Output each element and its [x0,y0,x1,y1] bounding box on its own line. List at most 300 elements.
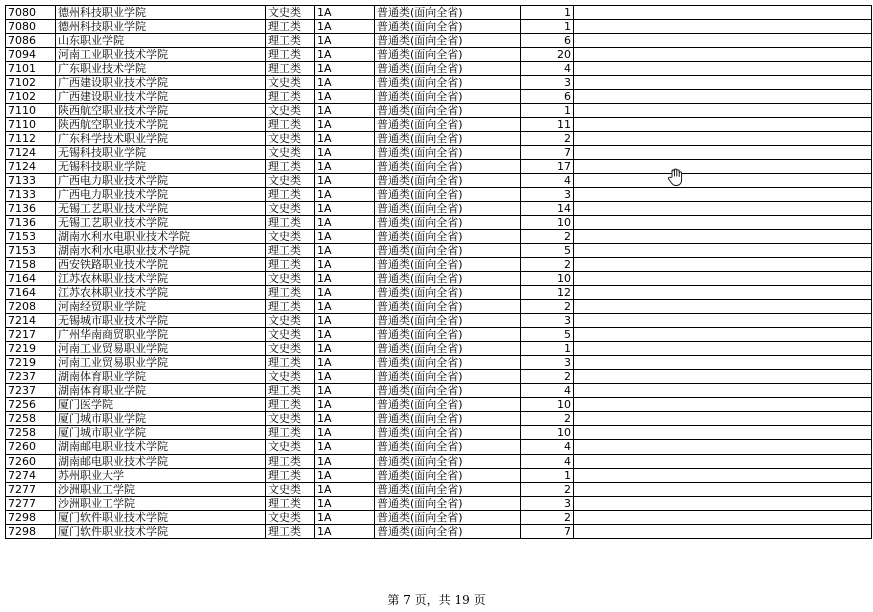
empty-cell [574,454,872,468]
school-code-cell: 7258 [6,426,56,440]
batch-cell: 1A [315,20,375,34]
school-code-cell: 7153 [6,244,56,258]
school-name-cell: 湖南水利水电职业技术学院 [56,230,266,244]
plan-count-cell: 4 [521,384,574,398]
plan-count-cell: 3 [521,76,574,90]
subject-category-cell: 理工类 [266,454,315,468]
batch-cell: 1A [315,62,375,76]
batch-cell: 1A [315,510,375,524]
table-row [6,258,872,272]
table-row [6,510,872,524]
plan-type-cell: 普通类(面向全省) [375,496,521,510]
empty-cell [574,370,872,384]
school-code-cell: 7124 [6,160,56,174]
table-row [6,272,872,286]
empty-cell [574,34,872,48]
batch-cell: 1A [315,132,375,146]
plan-count-cell: 7 [521,524,574,538]
table-row [6,118,872,132]
school-name-cell: 无锡科技职业学院 [56,160,266,174]
school-name-cell: 湖南体育职业学院 [56,384,266,398]
table-row [6,412,872,426]
school-code-cell: 7101 [6,62,56,76]
plan-count-cell: 11 [521,118,574,132]
subject-category-cell: 文史类 [266,104,315,118]
subject-category-cell: 理工类 [266,468,315,482]
subject-category-cell: 理工类 [266,258,315,272]
empty-cell [574,202,872,216]
school-name-cell: 西安铁路职业技术学院 [56,258,266,272]
empty-cell [574,230,872,244]
school-name-cell: 德州科技职业学院 [56,20,266,34]
batch-cell: 1A [315,258,375,272]
school-name-cell: 河南工业贸易职业学院 [56,342,266,356]
plan-count-cell: 10 [521,426,574,440]
empty-cell [574,286,872,300]
subject-category-cell: 理工类 [266,496,315,510]
plan-type-cell: 普通类(面向全省) [375,104,521,118]
subject-category-cell: 理工类 [266,90,315,104]
empty-cell [574,48,872,62]
page-footer: 第 7 页，共 19 页 [387,593,486,607]
school-name-cell: 陕西航空职业技术学院 [56,104,266,118]
plan-count-cell: 2 [521,370,574,384]
empty-cell [574,398,872,412]
school-code-cell: 7237 [6,370,56,384]
plan-count-cell: 10 [521,216,574,230]
plan-count-cell: 3 [521,314,574,328]
plan-type-cell: 普通类(面向全省) [375,426,521,440]
batch-cell: 1A [315,412,375,426]
empty-cell [574,272,872,286]
empty-cell [574,244,872,258]
batch-cell: 1A [315,468,375,482]
batch-cell: 1A [315,286,375,300]
plan-count-cell: 1 [521,468,574,482]
plan-count-cell: 4 [521,454,574,468]
table-row [6,132,872,146]
school-code-cell: 7164 [6,286,56,300]
subject-category-cell: 文史类 [266,146,315,160]
table-row [6,454,872,468]
plan-count-cell: 2 [521,482,574,496]
empty-cell [574,314,872,328]
empty-cell [574,118,872,132]
batch-cell: 1A [315,482,375,496]
plan-count-cell: 1 [521,342,574,356]
school-name-cell: 湖南邮电职业技术学院 [56,454,266,468]
batch-cell: 1A [315,384,375,398]
plan-type-cell: 普通类(面向全省) [375,188,521,202]
plan-count-cell: 2 [521,132,574,146]
subject-category-cell: 文史类 [266,482,315,496]
school-code-cell: 7164 [6,272,56,286]
batch-cell: 1A [315,244,375,258]
subject-category-cell: 理工类 [266,216,315,230]
subject-category-cell: 文史类 [266,174,315,188]
school-name-cell: 无锡科技职业学院 [56,146,266,160]
empty-cell [574,468,872,482]
batch-cell: 1A [315,48,375,62]
batch-cell: 1A [315,90,375,104]
school-name-cell: 无锡城市职业技术学院 [56,314,266,328]
batch-cell: 1A [315,216,375,230]
school-code-cell: 7133 [6,188,56,202]
subject-category-cell: 文史类 [266,328,315,342]
school-code-cell: 7080 [6,6,56,20]
empty-cell [574,384,872,398]
empty-cell [574,160,872,174]
school-name-cell: 广西电力职业技术学院 [56,188,266,202]
subject-category-cell: 文史类 [266,132,315,146]
subject-category-cell: 理工类 [266,356,315,370]
school-name-cell: 沙洲职业工学院 [56,482,266,496]
batch-cell: 1A [315,300,375,314]
plan-type-cell: 普通类(面向全省) [375,440,521,454]
batch-cell: 1A [315,440,375,454]
school-name-cell: 无锡工艺职业技术学院 [56,202,266,216]
school-name-cell: 广西建设职业技术学院 [56,76,266,90]
empty-cell [574,496,872,510]
empty-cell [574,412,872,426]
school-code-cell: 7214 [6,314,56,328]
plan-type-cell: 普通类(面向全省) [375,370,521,384]
empty-cell [574,174,872,188]
subject-category-cell: 文史类 [266,202,315,216]
table-body [6,6,872,539]
plan-count-cell: 7 [521,146,574,160]
plan-count-cell: 20 [521,48,574,62]
batch-cell: 1A [315,188,375,202]
batch-cell: 1A [315,104,375,118]
subject-category-cell: 文史类 [266,314,315,328]
subject-category-cell: 理工类 [266,398,315,412]
school-name-cell: 湖南邮电职业技术学院 [56,440,266,454]
plan-count-cell: 5 [521,328,574,342]
table-row [6,62,872,76]
school-name-cell: 苏州职业大学 [56,468,266,482]
batch-cell: 1A [315,454,375,468]
batch-cell: 1A [315,342,375,356]
school-code-cell: 7136 [6,202,56,216]
school-code-cell: 7080 [6,20,56,34]
plan-type-cell: 普通类(面向全省) [375,272,521,286]
school-name-cell: 厦门城市职业学院 [56,426,266,440]
table-row [6,398,872,412]
empty-cell [574,510,872,524]
school-code-cell: 7153 [6,230,56,244]
batch-cell: 1A [315,76,375,90]
plan-type-cell: 普通类(面向全省) [375,90,521,104]
school-code-cell: 7102 [6,76,56,90]
school-code-cell: 7277 [6,496,56,510]
school-code-cell: 7208 [6,300,56,314]
plan-type-cell: 普通类(面向全省) [375,468,521,482]
school-name-cell: 湖南水利水电职业技术学院 [56,244,266,258]
school-code-cell: 7158 [6,258,56,272]
plan-type-cell: 普通类(面向全省) [375,6,521,20]
hand-cursor-icon [667,168,685,188]
batch-cell: 1A [315,174,375,188]
plan-type-cell: 普通类(面向全省) [375,258,521,272]
plan-type-cell: 普通类(面向全省) [375,230,521,244]
school-name-cell: 广州华南商贸职业学院 [56,328,266,342]
plan-type-cell: 普通类(面向全省) [375,342,521,356]
batch-cell: 1A [315,496,375,510]
batch-cell: 1A [315,272,375,286]
empty-cell [574,300,872,314]
subject-category-cell: 理工类 [266,300,315,314]
subject-category-cell: 文史类 [266,272,315,286]
subject-category-cell: 文史类 [266,6,315,20]
empty-cell [574,328,872,342]
empty-cell [574,440,872,454]
school-name-cell: 厦门软件职业技术学院 [56,510,266,524]
plan-type-cell: 普通类(面向全省) [375,286,521,300]
empty-cell [574,482,872,496]
table-row [6,524,872,538]
batch-cell: 1A [315,160,375,174]
empty-cell [574,146,872,160]
subject-category-cell: 理工类 [266,34,315,48]
empty-cell [574,356,872,370]
empty-cell [574,76,872,90]
school-code-cell: 7258 [6,412,56,426]
empty-cell [574,104,872,118]
empty-cell [574,216,872,230]
empty-cell [574,90,872,104]
plan-count-cell: 5 [521,244,574,258]
school-name-cell: 无锡工艺职业技术学院 [56,216,266,230]
school-code-cell: 7217 [6,328,56,342]
table-row [6,468,872,482]
school-name-cell: 厦门城市职业学院 [56,412,266,426]
subject-category-cell: 理工类 [266,244,315,258]
plan-type-cell: 普通类(面向全省) [375,118,521,132]
school-code-cell: 7124 [6,146,56,160]
subject-category-cell: 理工类 [266,160,315,174]
subject-category-cell: 理工类 [266,62,315,76]
plan-count-cell: 2 [521,258,574,272]
plan-count-cell: 3 [521,188,574,202]
school-name-cell: 河南工业职业技术学院 [56,48,266,62]
plan-type-cell: 普通类(面向全省) [375,244,521,258]
school-name-cell: 厦门软件职业技术学院 [56,524,266,538]
plan-type-cell: 普通类(面向全省) [375,524,521,538]
school-name-cell: 江苏农林职业技术学院 [56,272,266,286]
table-row [6,146,872,160]
table-row [6,244,872,258]
plan-count-cell: 1 [521,20,574,34]
table-row [6,48,872,62]
subject-category-cell: 文史类 [266,412,315,426]
plan-type-cell: 普通类(面向全省) [375,510,521,524]
school-code-cell: 7110 [6,104,56,118]
plan-type-cell: 普通类(面向全省) [375,328,521,342]
plan-type-cell: 普通类(面向全省) [375,202,521,216]
school-name-cell: 德州科技职业学院 [56,6,266,20]
school-name-cell: 湖南体育职业学院 [56,370,266,384]
plan-count-cell: 10 [521,398,574,412]
plan-count-cell: 17 [521,160,574,174]
subject-category-cell: 理工类 [266,20,315,34]
plan-type-cell: 普通类(面向全省) [375,48,521,62]
empty-cell [574,342,872,356]
subject-category-cell: 理工类 [266,118,315,132]
plan-type-cell: 普通类(面向全省) [375,34,521,48]
plan-type-cell: 普通类(面向全省) [375,314,521,328]
batch-cell: 1A [315,34,375,48]
empty-cell [574,6,872,20]
batch-cell: 1A [315,230,375,244]
enrollment-table [5,5,872,539]
school-code-cell: 7112 [6,132,56,146]
plan-type-cell: 普通类(面向全省) [375,174,521,188]
plan-type-cell: 普通类(面向全省) [375,454,521,468]
plan-count-cell: 6 [521,90,574,104]
school-code-cell: 7102 [6,90,56,104]
school-code-cell: 7110 [6,118,56,132]
table-row [6,76,872,90]
plan-count-cell: 1 [521,6,574,20]
school-name-cell: 沙洲职业工学院 [56,496,266,510]
plan-type-cell: 普通类(面向全省) [375,216,521,230]
table-row [6,370,872,384]
batch-cell: 1A [315,118,375,132]
school-name-cell: 江苏农林职业技术学院 [56,286,266,300]
table-row [6,216,872,230]
subject-category-cell: 文史类 [266,510,315,524]
school-code-cell: 7094 [6,48,56,62]
plan-type-cell: 普通类(面向全省) [375,356,521,370]
table-row [6,342,872,356]
subject-category-cell: 文史类 [266,76,315,90]
school-code-cell: 7086 [6,34,56,48]
school-code-cell: 7260 [6,440,56,454]
school-code-cell: 7274 [6,468,56,482]
table-row [6,174,872,188]
school-code-cell: 7219 [6,342,56,356]
batch-cell: 1A [315,202,375,216]
school-name-cell: 河南工业贸易职业学院 [56,356,266,370]
school-name-cell: 陕西航空职业技术学院 [56,118,266,132]
school-name-cell: 广东职业技术学院 [56,62,266,76]
table-row [6,104,872,118]
batch-cell: 1A [315,328,375,342]
table-row [6,356,872,370]
plan-count-cell: 2 [521,412,574,426]
table-row [6,230,872,244]
empty-cell [574,62,872,76]
empty-cell [574,258,872,272]
subject-category-cell: 理工类 [266,384,315,398]
empty-cell [574,20,872,34]
plan-count-cell: 2 [521,510,574,524]
table-row [6,202,872,216]
plan-count-cell: 4 [521,62,574,76]
school-code-cell: 7219 [6,356,56,370]
plan-type-cell: 普通类(面向全省) [375,160,521,174]
table-row [6,20,872,34]
batch-cell: 1A [315,356,375,370]
plan-count-cell: 10 [521,272,574,286]
subject-category-cell: 文史类 [266,440,315,454]
empty-cell [574,426,872,440]
plan-count-cell: 4 [521,174,574,188]
school-code-cell: 7298 [6,510,56,524]
table-row [6,496,872,510]
batch-cell: 1A [315,370,375,384]
table-row [6,426,872,440]
subject-category-cell: 理工类 [266,48,315,62]
empty-cell [574,188,872,202]
school-name-cell: 广西电力职业技术学院 [56,174,266,188]
table-row [6,482,872,496]
school-code-cell: 7136 [6,216,56,230]
plan-type-cell: 普通类(面向全省) [375,482,521,496]
school-code-cell: 7277 [6,482,56,496]
table-row [6,384,872,398]
school-code-cell: 7133 [6,174,56,188]
subject-category-cell: 理工类 [266,286,315,300]
plan-type-cell: 普通类(面向全省) [375,20,521,34]
plan-type-cell: 普通类(面向全省) [375,76,521,90]
table-row [6,440,872,454]
table-row [6,34,872,48]
school-name-cell: 河南经贸职业学院 [56,300,266,314]
batch-cell: 1A [315,426,375,440]
table-row [6,300,872,314]
table-row [6,188,872,202]
plan-type-cell: 普通类(面向全省) [375,412,521,426]
school-code-cell: 7237 [6,384,56,398]
plan-type-cell: 普通类(面向全省) [375,62,521,76]
batch-cell: 1A [315,146,375,160]
plan-count-cell: 3 [521,496,574,510]
school-name-cell: 厦门医学院 [56,398,266,412]
plan-count-cell: 2 [521,230,574,244]
batch-cell: 1A [315,314,375,328]
plan-count-cell: 1 [521,104,574,118]
table-row [6,314,872,328]
plan-count-cell: 4 [521,440,574,454]
plan-count-cell: 3 [521,356,574,370]
plan-type-cell: 普通类(面向全省) [375,398,521,412]
batch-cell: 1A [315,398,375,412]
empty-cell [574,132,872,146]
subject-category-cell: 文史类 [266,370,315,384]
table-row [6,6,872,20]
school-name-cell: 山东职业学院 [56,34,266,48]
subject-category-cell: 文史类 [266,342,315,356]
school-name-cell: 广西建设职业技术学院 [56,90,266,104]
plan-type-cell: 普通类(面向全省) [375,300,521,314]
plan-count-cell: 14 [521,202,574,216]
batch-cell: 1A [315,524,375,538]
empty-cell [574,524,872,538]
school-code-cell: 7298 [6,524,56,538]
plan-count-cell: 2 [521,300,574,314]
plan-type-cell: 普通类(面向全省) [375,384,521,398]
subject-category-cell: 理工类 [266,524,315,538]
school-code-cell: 7260 [6,454,56,468]
subject-category-cell: 理工类 [266,426,315,440]
plan-type-cell: 普通类(面向全省) [375,132,521,146]
plan-count-cell: 12 [521,286,574,300]
plan-type-cell: 普通类(面向全省) [375,146,521,160]
subject-category-cell: 理工类 [266,188,315,202]
school-code-cell: 7256 [6,398,56,412]
